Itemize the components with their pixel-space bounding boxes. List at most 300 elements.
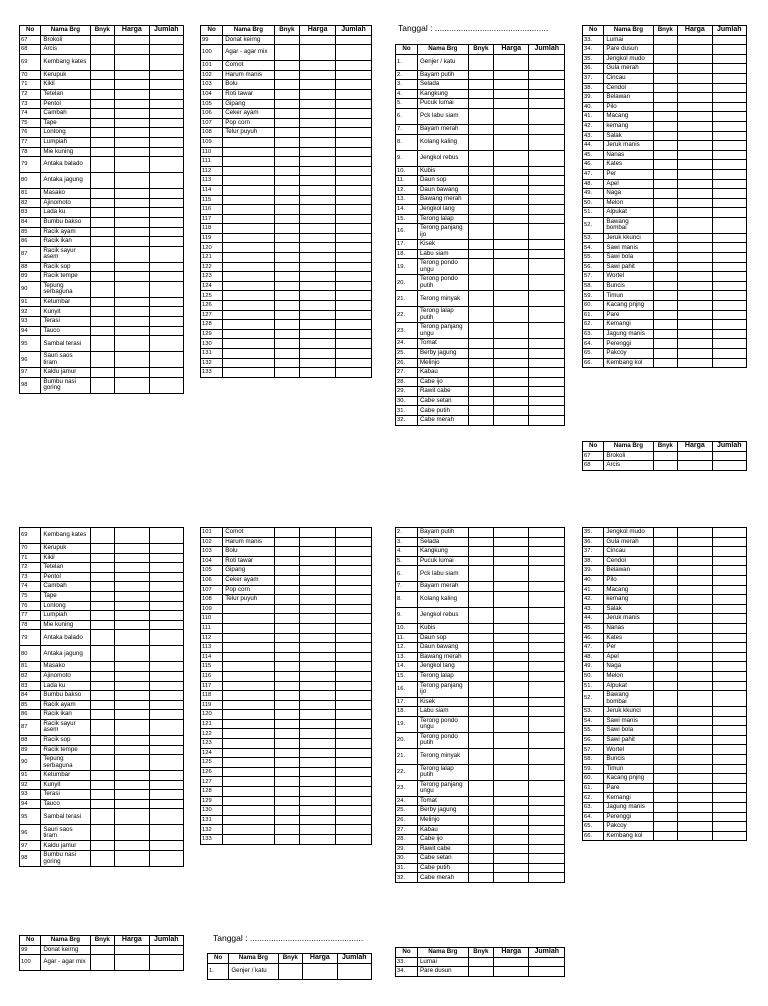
table-row — [583, 349, 747, 359]
price-cell — [300, 243, 336, 253]
table-row — [583, 179, 747, 189]
table-row — [583, 652, 747, 662]
total-cell — [149, 700, 183, 710]
item-number: 84 — [20, 691, 41, 701]
total-cell — [529, 662, 565, 672]
item-number: 24. — [396, 796, 418, 806]
qty-cell — [90, 109, 115, 119]
item-number: 54. — [583, 243, 604, 253]
total-cell — [529, 195, 565, 205]
table-row — [201, 45, 372, 61]
item-number: 133 — [201, 368, 223, 378]
price-cell — [115, 563, 149, 573]
item-number: 15. — [396, 214, 418, 224]
price-cell — [494, 537, 529, 547]
table-row — [583, 803, 747, 813]
qty-cell — [653, 662, 678, 672]
qty-cell — [653, 93, 678, 103]
item-number: 7. — [396, 582, 418, 592]
table-row — [201, 89, 372, 99]
item-number: 119 — [201, 233, 223, 243]
table-p1-c4 — [582, 25, 747, 368]
table-row — [396, 166, 565, 176]
item-number: 1. — [208, 963, 229, 979]
total-cell — [336, 281, 372, 291]
table-row — [583, 281, 747, 291]
item-table — [19, 25, 184, 394]
total-cell — [149, 945, 183, 955]
total-cell — [529, 80, 565, 90]
qty-cell — [90, 528, 115, 544]
total-cell — [529, 240, 565, 250]
table-row — [20, 246, 184, 262]
tanggal-label-p3: Tanggal : ................................................ — [213, 933, 364, 943]
item-number: 80 — [20, 646, 41, 662]
price-cell — [494, 662, 529, 672]
price-cell — [678, 131, 712, 141]
item-number: 107 — [201, 585, 223, 595]
item-name: Roti tawar — [223, 556, 274, 566]
table-row — [583, 764, 747, 774]
total-cell — [149, 611, 183, 621]
price-cell — [494, 643, 529, 653]
item-name: Bumbu nasi goring — [41, 377, 90, 393]
qty-cell — [274, 368, 300, 378]
item-name: Perenggi — [604, 812, 653, 822]
table-row — [396, 697, 565, 707]
total-cell — [149, 825, 183, 841]
item-number: 53. — [583, 707, 604, 717]
table-row — [201, 128, 372, 138]
item-name: Kolang kaling — [417, 134, 468, 150]
total-cell — [529, 166, 565, 176]
table-header-row — [583, 26, 747, 36]
item-name: Lontong — [41, 601, 90, 611]
item-name: Per — [604, 643, 653, 653]
item-number: 48. — [583, 179, 604, 189]
table-row — [396, 358, 565, 368]
price-cell — [300, 700, 336, 710]
qty-cell — [274, 329, 300, 339]
table-row — [201, 671, 372, 681]
total-cell — [336, 157, 372, 167]
table-row — [20, 368, 184, 378]
qty-cell — [274, 349, 300, 359]
total-cell — [336, 89, 372, 99]
total-cell — [529, 358, 565, 368]
item-name: Gipang — [223, 99, 274, 109]
table-row — [396, 591, 565, 607]
table-row — [201, 787, 372, 797]
item-number: 84 — [20, 217, 41, 227]
item-table — [200, 527, 372, 845]
qty-cell — [653, 310, 678, 320]
total-cell — [712, 83, 746, 93]
table-row — [201, 585, 372, 595]
header-no: No — [201, 26, 223, 36]
price-cell — [300, 147, 336, 157]
item-number: 8. — [396, 134, 418, 150]
table-row — [583, 217, 747, 233]
total-cell — [712, 121, 746, 131]
item-name: Agar - agar mix — [223, 45, 274, 61]
table-row — [201, 825, 372, 835]
price-cell — [494, 547, 529, 557]
price-cell — [115, 217, 149, 227]
qty-cell — [274, 758, 300, 768]
item-number: 28. — [396, 835, 418, 845]
qty-cell — [274, 671, 300, 681]
price-cell — [300, 253, 336, 263]
qty-cell — [468, 873, 493, 883]
price-cell — [678, 64, 712, 74]
item-number: 40. — [583, 575, 604, 585]
table-p2-c4 — [582, 527, 747, 841]
table-row — [201, 681, 372, 691]
price-cell — [300, 719, 336, 729]
total-cell — [712, 643, 746, 653]
item-name — [223, 358, 274, 368]
total-cell — [149, 809, 183, 825]
item-name: Pck labu siam — [417, 566, 468, 582]
total-cell — [529, 124, 565, 134]
total-cell — [712, 614, 746, 624]
qty-cell — [90, 745, 115, 755]
price-cell — [115, 544, 149, 554]
qty-cell — [90, 227, 115, 237]
item-number: 41. — [583, 585, 604, 595]
qty-cell — [90, 735, 115, 745]
qty-cell — [90, 710, 115, 720]
table-row — [20, 528, 184, 544]
price-cell — [494, 780, 529, 796]
table-row — [201, 623, 372, 633]
item-name: Kacang pnjng — [604, 301, 653, 311]
total-cell — [336, 748, 372, 758]
item-name — [223, 195, 274, 205]
item-name: Terong lalap — [417, 671, 468, 681]
item-number: 27. — [396, 825, 418, 835]
total-cell — [149, 326, 183, 336]
price-cell — [678, 803, 712, 813]
table-row — [396, 681, 565, 697]
total-cell — [529, 406, 565, 416]
header-banyak: Bnyk — [653, 442, 678, 452]
header-harga: Harga — [300, 26, 336, 36]
item-name — [223, 301, 274, 311]
table-row — [396, 54, 565, 70]
price-cell — [300, 566, 336, 576]
item-name: Genjer / katu — [417, 54, 468, 70]
total-cell — [149, 80, 183, 90]
price-cell — [300, 604, 336, 614]
total-cell — [529, 204, 565, 214]
qty-cell — [274, 556, 300, 566]
qty-cell — [653, 623, 678, 633]
table-row — [20, 70, 184, 80]
total-cell — [529, 566, 565, 582]
price-cell — [678, 93, 712, 103]
header-jumlah: Jumlah — [336, 26, 372, 36]
table-row — [20, 591, 184, 601]
qty-cell — [653, 831, 678, 841]
price-cell — [678, 83, 712, 93]
table-row — [583, 358, 747, 368]
price-cell — [494, 844, 529, 854]
price-cell — [115, 307, 149, 317]
total-cell — [149, 955, 183, 971]
total-cell — [149, 157, 183, 173]
item-name: Salak — [604, 131, 653, 141]
item-number: 87 — [20, 719, 41, 735]
qty-cell — [653, 160, 678, 170]
price-cell — [300, 528, 336, 538]
price-cell — [300, 767, 336, 777]
table-row — [20, 157, 184, 173]
item-name: Cendol — [604, 83, 653, 93]
qty-cell — [653, 329, 678, 339]
table-row — [20, 281, 184, 297]
table-row — [20, 700, 184, 710]
table-row — [396, 249, 565, 259]
item-name: Pilo — [604, 575, 653, 585]
item-name: Buncis — [604, 755, 653, 765]
price-cell — [678, 633, 712, 643]
item-name: Pare dusun — [604, 45, 653, 55]
total-cell — [336, 739, 372, 749]
item-number: 129 — [201, 796, 223, 806]
table-row — [583, 301, 747, 311]
item-name: Kunyit — [41, 780, 90, 790]
table-row — [583, 461, 747, 471]
item-number: 124 — [201, 281, 223, 291]
table-row — [583, 451, 747, 461]
table-row — [396, 863, 565, 873]
price-cell — [300, 99, 336, 109]
qty-cell — [90, 691, 115, 701]
item-number: 55. — [583, 726, 604, 736]
item-name: Bayam putih — [417, 528, 468, 538]
item-number: 50. — [583, 198, 604, 208]
total-cell — [529, 307, 565, 323]
item-number: 2. — [396, 528, 418, 538]
table-row — [201, 691, 372, 701]
total-cell — [336, 320, 372, 330]
total-cell — [336, 147, 372, 157]
item-name: Cabe setan — [417, 854, 468, 864]
price-cell — [115, 45, 149, 55]
total-cell — [529, 671, 565, 681]
table-row — [20, 735, 184, 745]
item-number: 92 — [20, 307, 41, 317]
qty-cell — [653, 301, 678, 311]
item-number: 55. — [583, 253, 604, 263]
qty-cell — [90, 755, 115, 771]
qty-cell — [274, 604, 300, 614]
item-name: Sambal terasi — [41, 809, 90, 825]
total-cell — [336, 166, 372, 176]
price-cell — [115, 691, 149, 701]
qty-cell — [274, 681, 300, 691]
table-row — [201, 243, 372, 253]
qty-cell — [90, 620, 115, 630]
table-row — [583, 643, 747, 653]
table-row — [201, 310, 372, 320]
price-cell — [494, 707, 529, 717]
item-number: 56. — [583, 262, 604, 272]
total-cell — [529, 528, 565, 538]
qty-cell — [468, 214, 493, 224]
item-name: Terong lalap putih — [417, 764, 468, 780]
price-cell — [494, 815, 529, 825]
qty-cell — [468, 967, 493, 977]
qty-cell — [274, 118, 300, 128]
total-cell — [712, 320, 746, 330]
item-number: 113 — [201, 176, 223, 186]
header-nama: Nama Brg — [417, 948, 468, 958]
price-cell — [678, 189, 712, 199]
item-number: 39. — [583, 93, 604, 103]
qty-cell — [274, 89, 300, 99]
item-name: Bayam putih — [417, 70, 468, 80]
qty-cell — [274, 176, 300, 186]
table-row — [583, 547, 747, 557]
item-name — [223, 835, 274, 845]
item-name: Melinjo — [417, 815, 468, 825]
table-header-row — [396, 948, 565, 958]
table-row — [201, 729, 372, 739]
price-cell — [115, 246, 149, 262]
total-cell — [529, 764, 565, 780]
item-number: 47. — [583, 169, 604, 179]
price-cell — [678, 262, 712, 272]
total-cell — [336, 109, 372, 119]
qty-cell — [274, 825, 300, 835]
item-number: 36. — [583, 64, 604, 74]
qty-cell — [468, 582, 493, 592]
table-row — [20, 611, 184, 621]
price-cell — [678, 198, 712, 208]
item-name: Kisek — [417, 697, 468, 707]
qty-cell — [653, 102, 678, 112]
total-cell — [336, 691, 372, 701]
table-row — [201, 368, 372, 378]
item-name: Cendol — [604, 556, 653, 566]
table-row — [201, 157, 372, 167]
price-cell — [300, 547, 336, 557]
total-cell — [149, 217, 183, 227]
qty-cell — [274, 281, 300, 291]
price-cell — [300, 585, 336, 595]
item-number: 130 — [201, 806, 223, 816]
qty-cell — [468, 662, 493, 672]
item-number: 92 — [20, 780, 41, 790]
price-cell — [494, 240, 529, 250]
item-number: 61. — [583, 783, 604, 793]
item-number: 130 — [201, 339, 223, 349]
total-cell — [529, 863, 565, 873]
qty-cell — [653, 208, 678, 218]
price-cell — [494, 348, 529, 358]
item-number: 128 — [201, 320, 223, 330]
table-row — [20, 227, 184, 237]
price-cell — [115, 671, 149, 681]
item-name: Terong minyak — [417, 748, 468, 764]
item-name: Alpukat — [604, 681, 653, 691]
item-name: Tepung serbaguna — [41, 281, 90, 297]
header-nama: Nama Brg — [223, 26, 274, 36]
item-number: 43. — [583, 604, 604, 614]
item-number: 43. — [583, 131, 604, 141]
item-number: 42. — [583, 121, 604, 131]
price-cell — [115, 35, 149, 45]
table-row — [583, 633, 747, 643]
item-number: 133 — [201, 835, 223, 845]
qty-cell — [468, 780, 493, 796]
item-name — [223, 214, 274, 224]
price-cell — [300, 109, 336, 119]
item-name — [223, 710, 274, 720]
price-cell — [678, 310, 712, 320]
item-name: Racik tempe — [41, 272, 90, 282]
price-cell — [300, 262, 336, 272]
table-row — [201, 118, 372, 128]
item-number: 66. — [583, 831, 604, 841]
price-cell — [678, 671, 712, 681]
qty-cell — [90, 35, 115, 45]
table-row — [20, 572, 184, 582]
price-cell — [494, 967, 529, 977]
total-cell — [529, 416, 565, 426]
price-cell — [115, 790, 149, 800]
qty-cell — [274, 796, 300, 806]
item-number: 15. — [396, 671, 418, 681]
total-cell — [712, 291, 746, 301]
item-name: Kikil — [41, 553, 90, 563]
item-number: 60. — [583, 774, 604, 784]
item-name: Bawang merah — [417, 195, 468, 205]
qty-cell — [90, 54, 115, 70]
table-row — [583, 755, 747, 765]
qty-cell — [653, 35, 678, 45]
total-cell — [529, 957, 565, 967]
total-cell — [149, 368, 183, 378]
table-row — [201, 643, 372, 653]
qty-cell — [90, 601, 115, 611]
qty-cell — [90, 157, 115, 173]
qty-cell — [90, 326, 115, 336]
total-cell — [712, 169, 746, 179]
item-table — [582, 25, 747, 368]
item-number: 98 — [20, 851, 41, 867]
total-cell — [149, 281, 183, 297]
header-harga: Harga — [494, 948, 529, 958]
total-cell — [712, 233, 746, 243]
price-cell — [300, 729, 336, 739]
price-cell — [678, 243, 712, 253]
total-cell — [712, 831, 746, 841]
total-cell — [529, 547, 565, 557]
price-cell — [494, 134, 529, 150]
item-number: 63. — [583, 803, 604, 813]
item-name — [223, 291, 274, 301]
item-name: Labu siam — [417, 249, 468, 259]
price-cell — [300, 671, 336, 681]
qty-cell — [90, 945, 115, 955]
item-name: Terasi — [41, 317, 90, 327]
table-row — [201, 815, 372, 825]
table-row — [201, 176, 372, 186]
